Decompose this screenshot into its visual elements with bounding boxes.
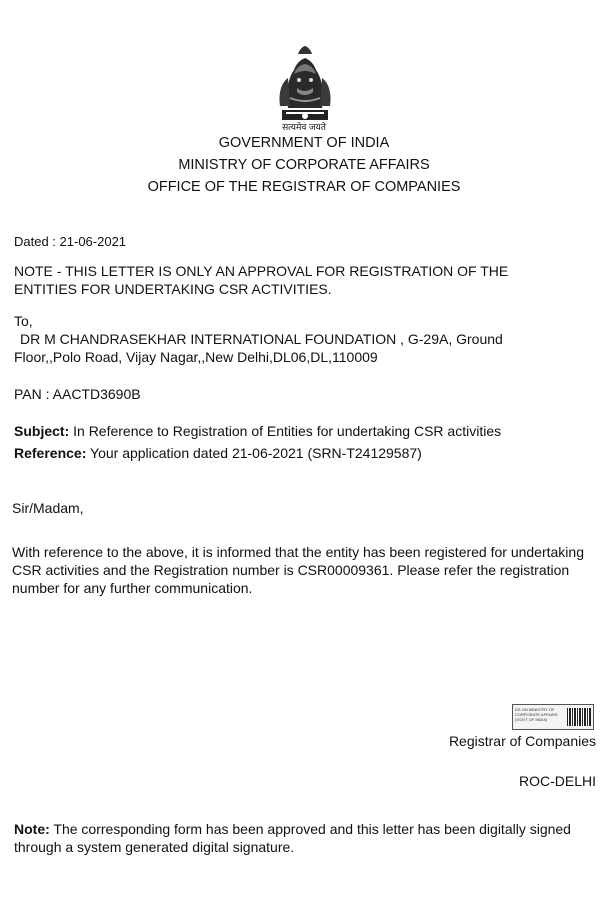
signatory-title: Registrar of Companies [448,733,596,749]
stamp-text: DS ON MINISTRY OF CORPORATE AFFAIRS (GOVT OF INDIA) [515,707,558,722]
footer-note [14,820,571,856]
note-line-2: ENTITIES FOR UNDERTAKING CSR ACTIVITIES. [14,281,332,297]
subject-text: In Reference to Registration of Entities for undertaking CSR activities [69,423,502,439]
subject-label: Subject: [14,423,70,439]
body-paragraph [12,543,584,597]
to-label: To, [14,313,33,329]
reference-text: Your application dated 21-06-2021 (SRN-T24129587) [86,445,422,461]
header-government: GOVERNMENT OF INDIA [218,135,390,151]
pan-line: PAN : AACTD3690B [14,386,141,402]
header-ministry: MINISTRY OF CORPORATE AFFAIRS [178,157,430,173]
salutation: Sir/Madam, [12,500,84,516]
note-line-1: NOTE - THIS LETTER IS ONLY AN APPROVAL FOR REGISTRATION OF THE [14,263,509,279]
date-line: Dated : 21-06-2021 [14,234,127,249]
reference-line [14,444,422,462]
emblem-motto: सत्यमेव जयते [282,122,326,132]
header-office: OFFICE OF THE REGISTRAR OF COMPANIES [147,179,461,195]
subject-line [14,422,501,440]
reference-label: Reference: [14,445,87,461]
digital-signature-stamp [512,704,594,730]
footer-note-line-1: The corresponding form has been approved and this letter has been digitally signed [49,821,571,837]
note-block [14,262,508,298]
footer-note-label: Note: [14,821,50,837]
footer-note-line-2: through a system generated digital signature. [14,839,295,855]
signatory-office: ROC-DELHI [518,773,596,789]
address-line-2: Floor,,Polo Road, Vijay Nagar,,New Delhi,DL06,DL,110009 [14,349,378,365]
body-line-2: CSR activities and the Registration number is CSR00009361. Please refer the registration [12,562,570,578]
body-line-3: number for any further communication. [12,580,253,596]
letter-header [0,132,608,198]
body-line-1: With reference to the above, it is informed that the entity has been registered for undertaking [12,544,584,560]
barcode-icon [567,708,591,726]
national-emblem-icon [268,40,342,132]
address-line-1: DR M CHANDRASEKHAR INTERNATIONAL FOUNDATION , G-29A, Ground [20,331,503,347]
